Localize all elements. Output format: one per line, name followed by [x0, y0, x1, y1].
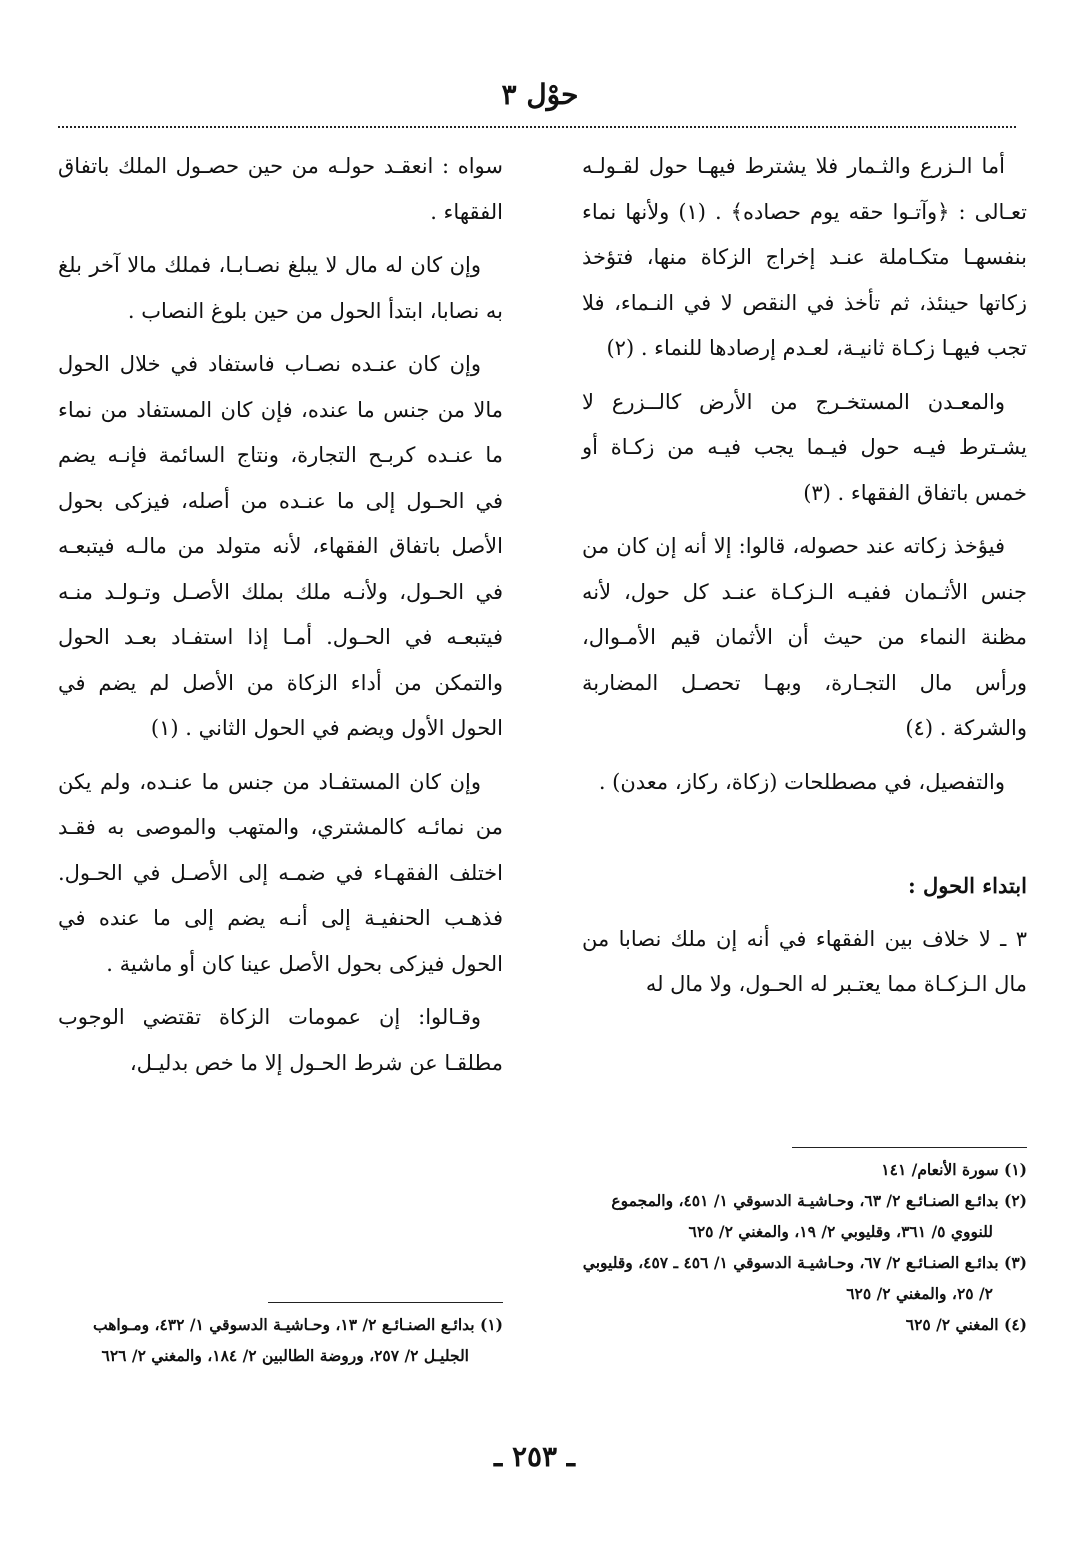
paragraph: وقـالوا: إن عمومات الزكاة تقتضي الوجوب مطلقـا عن شرط الحـول إلا ما خص بدليـل،: [58, 1005, 503, 1075]
header-divider: [58, 126, 1016, 128]
paragraph: والمعـدن المستخـرج من الأرض كالــزرع لا يشـترط فيـه حول فيـما يجب فيـه من زكـاة أو خمس باتفاق الفقهاء . (٣): [582, 389, 1027, 505]
section-paragraph: ٣ ـ لا خلاف بين الفقهاء في أنه إن ملك نصابا من مال الـزكـاة مما يعتـبر له الحـول، ولا مال له: [582, 926, 1027, 996]
footnote: (٣) بدائـع الصنـائـع ٢/ ٦٧، وحـاشيـة الدسوقي ١/ ٤٥٦ ـ ٤٥٧، وقليوبي ٢/ ٢٥، والمغني ٢/ ٦٢٥: [582, 1253, 1027, 1303]
paragraph: فيؤخذ زكاته عند حصوله، قالوا: إلا أنه إن كان من جنس الأثـمان ففيـه الـزكـاة عنـد كل حول، لأنه مظنة النماء من حيث أن الأثمان قيم الأمـوال، ورأس مال التجـارة، وبهـا تحصـل المضاربة والشركة . (٤): [582, 534, 1027, 740]
footnotes-left: [58, 1302, 503, 1371]
left-column: [58, 144, 503, 1094]
section-heading: ابتداء الحول :: [907, 873, 1027, 898]
paragraph: أما الـزرع والثـمار فلا يشترط فيهـا حول لقـولـه تعـالى : ﴿وآتـوا حقه يوم حصاده﴾ . (١) ولأنها نماء بنفسهـا متكـاملة عنـد إخراج الزكاة منها، فتؤخذ زكاتها حينئذ، ثم تأخذ في النقص لا في النـماء، فلا تجب فيهـا زكـاة ثانيـة، لعـدم إرصادها للنماء . (٢): [582, 154, 1027, 360]
footnote-divider: [792, 1147, 1027, 1148]
paragraph: وإن كان عنـده نصـاب فاستفاد في خلال الحول مالا من جنس ما عنده، فإن كان المستفاد من نماء ما عنـده كربـح التجارة، ونتاج السائمة فإنـه يضم في الحـول إلى ما عنـده من أصله، فيزكى بحول الأصل باتفاق الفقهاء، لأنه متولد من مالـه فيتبعـه في الحـول، ولأنـه ملك بملك الأصـل وتـولـد منـه فيتبعـه في الحـول. أمـا إذا استفـاد بعـد الحول والتمكن من أداء الزكاة من الأصل لم يضم في الحول الأول ويضم في الحول الثاني . (١): [58, 352, 503, 740]
paragraph: سواه : انعقـد حولـه من حين حصـول الملك باتفاق الفقهاء .: [58, 154, 503, 224]
footnote: (١) سورة الأنعام/ ١٤١: [881, 1160, 1027, 1179]
page-number: ـ ٢٥٣ ـ: [493, 1440, 576, 1473]
footnote: (٤) المغني ٢/ ٦٢٥: [905, 1315, 1027, 1334]
paragraph: والتفصيل، في مصطلحات (زكاة، ركاز، معدن) .: [598, 769, 1005, 794]
footnote: (٢) بدائـع الصنـائـع ٢/ ٦٣، وحـاشيـة الدسوقي ١/ ٤٥١، والمجموع للنووي ٥/ ٣٦١، وقليوبي ٢/ ١٩، والمغني ٢/ ٦٢٥: [611, 1191, 1027, 1241]
right-column: [582, 144, 1027, 1016]
paragraph: وإن كان المستفـاد من جنس ما عنـده، ولم يكن من نمائـه كالمشتري، والمتهب والموصى به فقـد اختلف الفقهـاء في ضمـه إلى الأصـل في الحـول. فذهـب الحنفيـة إلى أنـه يضم إلى ما عنده في الحول فيزكى بحول الأصل عينا كان أو ماشية .: [58, 769, 503, 976]
page-title: حوْل ٣: [501, 78, 579, 111]
paragraph: وإن كان له مال لا يبلغ نصـابـا، فملك مالا آخر بلغ به نصابا، ابتدأ الحول من حين بلوغ النصاب .: [58, 253, 503, 323]
footnotes-right: [582, 1147, 1027, 1340]
footnote: (١) بدائـع الصنـائـع ٢/ ١٣، وحـاشيـة الدسوقي ١/ ٤٣٢، ومـواهب الجليـل ٢/ ٢٥٧، وروضة الطالبين ٢/ ١٨٤، والمغني ٢/ ٦٢٦: [93, 1315, 503, 1365]
footnote-divider: [268, 1302, 503, 1303]
